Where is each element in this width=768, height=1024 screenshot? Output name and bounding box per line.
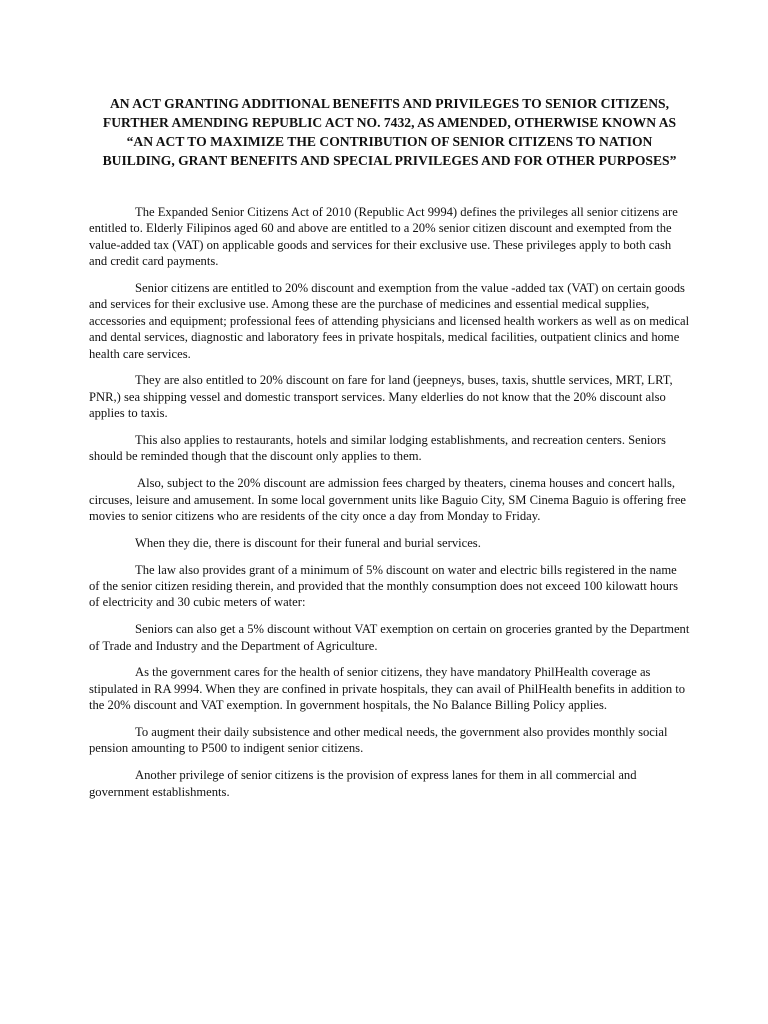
paragraph-social-pension: To augment their daily subsistence and other medical needs, the government also provides monthly social pension amounting to P500 to indigent senior citizens. (89, 725, 668, 756)
paragraph-restaurants-hotels: This also applies to restaurants, hotels and similar lodging establishments, and recreation centers. Seniors should be reminded though that the discount only applies to them. (89, 433, 666, 464)
title-line-4: BUILDING, GRANT BENEFITS AND SPECIAL PRIVILEGES AND FOR OTHER PURPOSES” (102, 153, 677, 168)
document-body (89, 204, 690, 800)
title-line-3: “AN ACT TO MAXIMIZE THE CONTRIBUTION OF SENIOR CITIZENS TO NATION (126, 134, 653, 149)
paragraph-groceries: Seniors can also get a 5% discount without VAT exemption on certain on groceries granted by the Department of Trade and Industry and the Department of Agriculture. (89, 622, 690, 653)
paragraph-admission-fees: Also, subject to the 20% discount are admission fees charged by theaters, cinema houses and concert halls, circuses, leisure and amusement. In some local government units like Baguio City, SM Cinema Baguio is offering free movies to senior citizens who are residents of the city once a day from Monday to Friday. (89, 476, 687, 524)
document-title (89, 94, 690, 170)
paragraph-funeral-services: When they die, there is discount for their funeral and burial services. (135, 535, 481, 550)
title-line-1: AN ACT GRANTING ADDITIONAL BENEFITS AND PRIVILEGES TO SENIOR CITIZENS, (109, 96, 669, 111)
paragraph-transport-discount: They are also entitled to 20% discount on fare for land (jeepneys, buses, taxis, shuttle services, MRT, LRT, PNR,) sea shipping vessel and domestic transport services. Many elderlies do not know that the 20% discount also applies to taxis. (89, 373, 673, 421)
title-line-2: FURTHER AMENDING REPUBLIC ACT NO. 7432, AS AMENDED, OTHERWISE KNOWN AS (102, 115, 677, 130)
paragraph-philhealth: As the government cares for the health of senior citizens, they have mandatory PhilHealth coverage as stipulated in RA 9994. When they are confined in private hospitals, they can avail of PhilHealth benefits in addition to the 20% discount and VAT exemption. In government hospitals, the No Balance Billing Policy applies. (89, 665, 686, 713)
paragraph-express-lanes: Another privilege of senior citizens is the provision of express lanes for them in all commercial and government establishments. (89, 768, 637, 799)
paragraph-utility-bills: The law also provides grant of a minimum of 5% discount on water and electric bills registered in the name of the senior citizen residing therein, and provided that the monthly consumption does not exceed 100 kilowatt hours of electricity and 30 cubic meters of water: (89, 562, 678, 610)
paragraph-medical-discount: Senior citizens are entitled to 20% discount and exemption from the value -added tax (VAT) on certain goods and services for their exclusive use. Among these are the purchase of medicines and essential medical supplies, accessories and equipment; professional fees of attending physicians and licensed health workers as well as on medical and dental services, diagnostic and laboratory fees in private hospitals, medical facilities, outpatient clinics and home health care services. (89, 281, 690, 361)
paragraph-intro: The Expanded Senior Citizens Act of 2010 (Republic Act 9994) defines the privileges all senior citizens are entitled to. Elderly Filipinos aged 60 and above are entitled to a 20% senior citizen discount and exempted from the value-added tax (VAT) on applicable goods and services for their exclusive use. These privileges apply to both cash and credit card payments. (89, 205, 678, 269)
